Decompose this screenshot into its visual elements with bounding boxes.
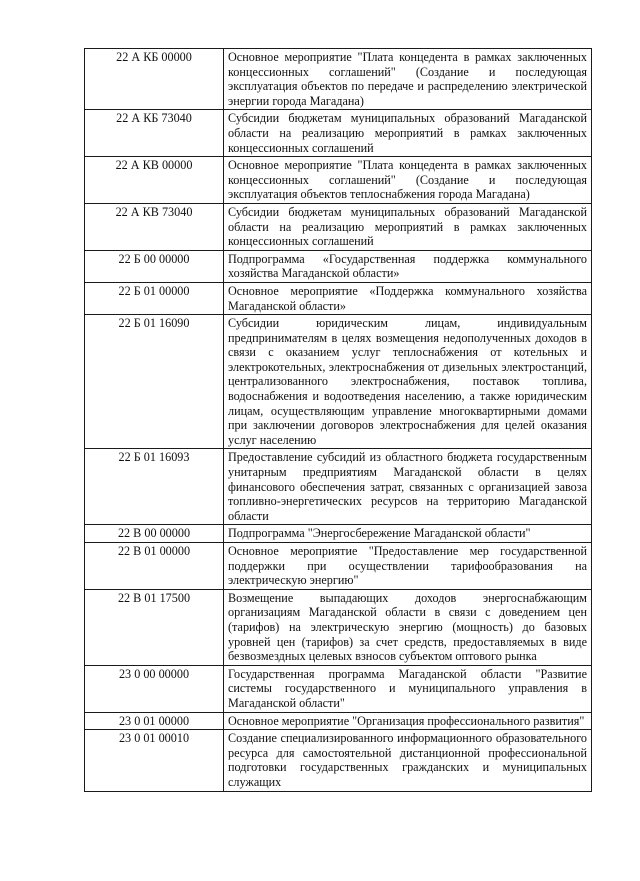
classification-description: Субсидии бюджетам муниципальных образований Магаданской области на реализацию мероприятий в рамках заключенных концессионных соглашений xyxy=(224,203,592,250)
classification-code: 22 А КБ 73040 xyxy=(85,110,224,157)
classification-description: Возмещение выпадающих доходов энергоснабжающим организациям Магаданской области в связи с доведением цен (тарифов) на электрическую энергию (мощность) до базовых уровней цен (тарифов) за счет средств, предоставляемых в виде безвозмездных целевых взносов субъектом оптового рынка xyxy=(224,589,592,665)
classification-code: 23 0 01 00000 xyxy=(85,712,224,730)
classification-code: 22 В 01 17500 xyxy=(85,589,224,665)
classification-code: 22 А КВ 00000 xyxy=(85,157,224,204)
classification-description: Подпрограмма "Энергосбережение Магаданской области" xyxy=(224,525,592,543)
table-row xyxy=(85,49,592,110)
classification-code: 22 В 00 00000 xyxy=(85,525,224,543)
table-body xyxy=(85,49,592,792)
table-row xyxy=(85,157,592,204)
classification-description: Основное мероприятие "Плата концедента в рамках заключенных концессионных соглашений" (Создание и последующая эксплуатация объектов теплоснабжения города Магадана) xyxy=(224,157,592,204)
table-row xyxy=(85,665,592,712)
classification-code: 22 Б 01 16090 xyxy=(85,315,224,449)
classification-code: 22 Б 01 00000 xyxy=(85,282,224,314)
table-row xyxy=(85,449,592,525)
classification-code: 22 А КВ 73040 xyxy=(85,203,224,250)
classification-code: 22 В 01 00000 xyxy=(85,543,224,590)
classification-description: Подпрограмма «Государственная поддержка коммунального хозяйства Магаданской области» xyxy=(224,250,592,282)
classification-description: Основное мероприятие «Поддержка коммунального хозяйства Магаданской области» xyxy=(224,282,592,314)
table-row xyxy=(85,250,592,282)
classification-description: Основное мероприятие "Плата концедента в рамках заключенных концессионных соглашений" (Создание и последующая эксплуатация объектов по передаче и распределению электрической энергии города Магадана) xyxy=(224,49,592,110)
classification-description: Создание специализированного информационного образовательного ресурса для самостоятельной дистанционной профессиональной подготовки государственных гражданских и муниципальных служащих xyxy=(224,730,592,791)
table-row xyxy=(85,730,592,791)
classification-description: Основное мероприятие "Организация профессионального развития" xyxy=(224,712,592,730)
budget-classification-table xyxy=(84,48,592,792)
classification-code: 22 А КБ 00000 xyxy=(85,49,224,110)
table-row xyxy=(85,543,592,590)
classification-code: 23 0 01 00010 xyxy=(85,730,224,791)
classification-description: Субсидии юридическим лицам, индивидуальным предпринимателям в целях возмещения недополученных доходов в связи с оказанием услуг теплоснабжения от котельных и электрокотельных, электроснабжения от дизельных электростанций, централизованного электроснабжения, поставок топлива, водоснабжения и водоотведения населению, а также юридическим лицам, осуществляющим управление многоквартирными домами при заключении договоров электроснабжения для целей оказания услуг населению xyxy=(224,315,592,449)
classification-description: Субсидии бюджетам муниципальных образований Магаданской области на реализацию мероприятий в рамках заключенных концессионных соглашений xyxy=(224,110,592,157)
table-row xyxy=(85,315,592,449)
classification-code: 23 0 00 00000 xyxy=(85,665,224,712)
table-row xyxy=(85,203,592,250)
table-row xyxy=(85,525,592,543)
table-row xyxy=(85,282,592,314)
table-row xyxy=(85,589,592,665)
classification-description: Государственная программа Магаданской области "Развитие системы государственного и муниципального управления в Магаданской области" xyxy=(224,665,592,712)
classification-description: Основное мероприятие "Предоставление мер государственной поддержки при осуществлении тарифообразования на электрическую энергию" xyxy=(224,543,592,590)
classification-description: Предоставление субсидий из областного бюджета государственным унитарным предприятиям Магаданской области в целях финансового обеспечения затрат, связанных с организацией завоза топливно-энергетических ресурсов на территорию Магаданской области xyxy=(224,449,592,525)
table-row xyxy=(85,712,592,730)
classification-code: 22 Б 00 00000 xyxy=(85,250,224,282)
classification-code: 22 Б 01 16093 xyxy=(85,449,224,525)
table-row xyxy=(85,110,592,157)
